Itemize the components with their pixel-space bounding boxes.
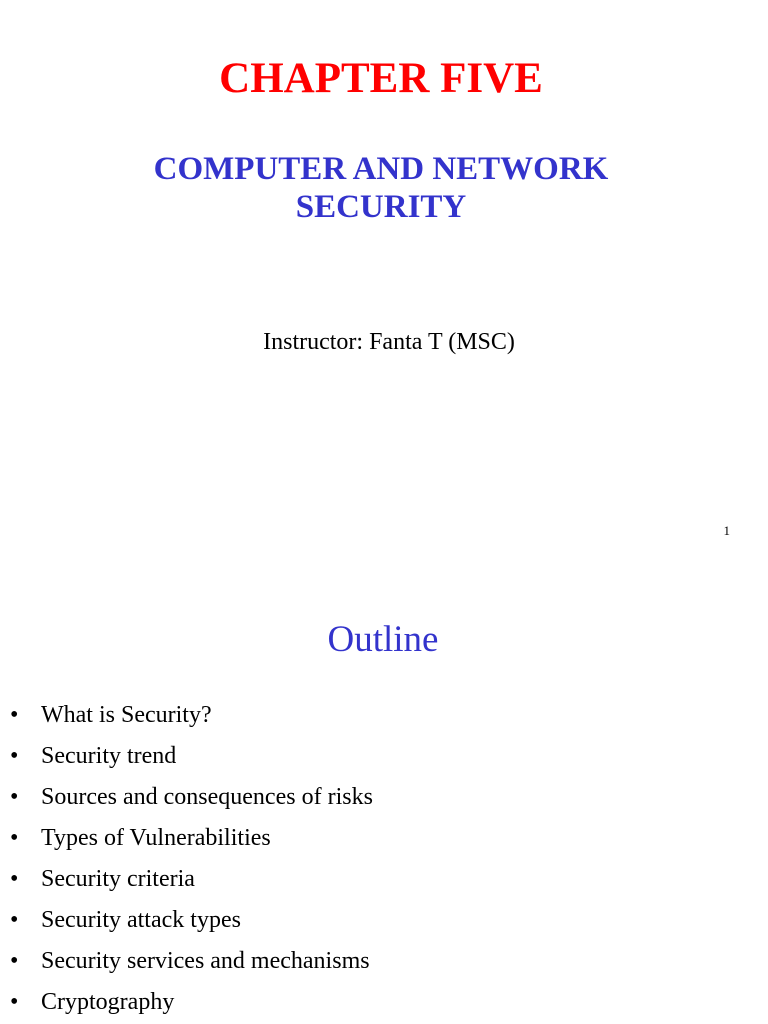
bullet-icon: • (10, 989, 19, 1015)
outline-title: Outline (327, 619, 439, 660)
outline-item (0, 900, 768, 941)
outline-item (0, 818, 768, 859)
bullet-icon: • (10, 702, 19, 728)
outline-item-text: Sources and consequences of risks (41, 784, 373, 810)
outline-list (0, 695, 768, 1023)
instructor-name: Instructor: Fanta T (MSC) (263, 329, 515, 355)
bullet-icon: • (10, 784, 19, 810)
outline-item (0, 941, 768, 982)
bullet-icon: • (10, 866, 19, 892)
slide-number: 1 (723, 523, 730, 538)
outline-item (0, 695, 768, 736)
outline-item-text: Security trend (41, 743, 177, 769)
bullet-icon: • (10, 907, 19, 933)
bullet-icon: • (10, 825, 19, 851)
chapter-title: CHAPTER FIVE (219, 55, 543, 102)
outline-item-text: Security services and mechanisms (41, 948, 370, 974)
outline-item (0, 736, 768, 777)
outline-item (0, 859, 768, 900)
outline-item-text: What is Security? (41, 702, 212, 728)
outline-item (0, 982, 768, 1023)
outline-item (0, 777, 768, 818)
outline-item-text: Cryptography (41, 989, 175, 1015)
outline-slide (0, 576, 768, 1024)
outline-item-text: Security attack types (41, 907, 241, 933)
subtitle-line-2: SECURITY (295, 189, 467, 225)
chapter-subtitle (0, 150, 762, 226)
subtitle-line-1: COMPUTER AND NETWORK (153, 151, 609, 187)
bullet-icon: • (10, 743, 19, 769)
outline-item-text: Types of Vulnerabilities (41, 825, 271, 851)
outline-item-text: Security criteria (41, 866, 195, 892)
bullet-icon: • (10, 948, 19, 974)
